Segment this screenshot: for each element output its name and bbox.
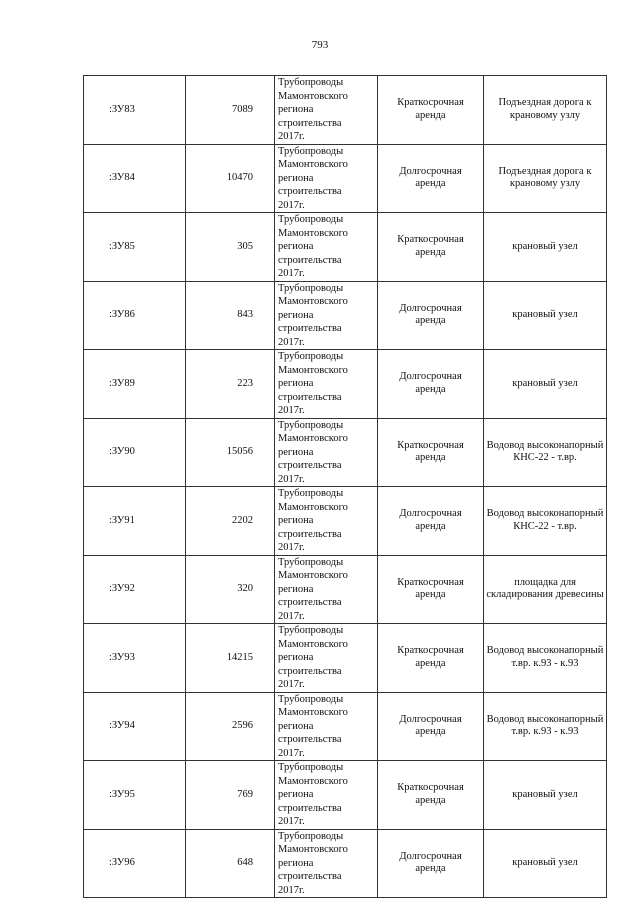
page-number: 793: [311, 39, 329, 51]
lease-line: аренда: [415, 452, 446, 464]
object-line: крановый узел: [512, 309, 578, 320]
purpose-line: 2017г.: [278, 542, 305, 553]
table-row: [84, 144, 607, 213]
lease-type-cell: [378, 350, 484, 419]
area-cell: [186, 144, 275, 213]
area-cell: [186, 624, 275, 693]
lease-type-cell: [378, 144, 484, 213]
plot-id-cell: [84, 418, 186, 487]
purpose-line: Трубопроводы: [278, 77, 344, 88]
purpose-line: региона: [278, 583, 314, 595]
purpose-line: 2017г.: [278, 405, 305, 416]
purpose-line: региона: [278, 378, 314, 389]
plot-area: 223: [237, 377, 253, 389]
purpose-cell: [275, 487, 378, 556]
plot-id-cell: [84, 76, 186, 145]
purpose-line: Мамонтовского: [278, 296, 348, 307]
lease-type-cell: [378, 555, 484, 624]
object-cell: [484, 213, 607, 282]
lease-line: Краткосрочная: [397, 439, 464, 451]
plot-area: 15056: [226, 446, 253, 457]
plot-id: :ЗУ95: [109, 788, 135, 800]
plot-id-cell: [84, 350, 186, 419]
plot-id: :ЗУ94: [109, 720, 135, 731]
table-row: [84, 829, 607, 898]
purpose-line: Трубопроводы: [278, 556, 344, 568]
purpose-line: Мамонтовского: [278, 159, 348, 170]
plot-id: :ЗУ85: [109, 240, 135, 252]
purpose-line: Мамонтовского: [278, 364, 348, 376]
table-row: [84, 555, 607, 624]
purpose-line: 2017г.: [278, 473, 305, 485]
object-line: т.вр. к.93 - к.93: [511, 726, 579, 738]
plot-id: :ЗУ83: [109, 103, 135, 115]
plot-id: :ЗУ89: [109, 377, 135, 389]
purpose-line: региона: [278, 720, 314, 732]
lease-line: аренда: [415, 863, 446, 875]
plot-id-cell: [84, 692, 186, 761]
lease-line: Краткосрочная: [397, 645, 464, 657]
object-line: т.вр. к.93 - к.93: [511, 657, 579, 669]
purpose-line: Трубопроводы: [278, 351, 344, 362]
lease-line: Краткосрочная: [397, 97, 464, 109]
purpose-cell: [275, 761, 378, 830]
object-line: крановый узел: [512, 788, 578, 800]
purpose-line: строительства: [278, 254, 342, 266]
table-row: [84, 213, 607, 282]
purpose-line: региона: [278, 446, 314, 458]
purpose-line: строительства: [278, 871, 342, 882]
area-cell: [186, 692, 275, 761]
object-line: крановому узлу: [509, 178, 581, 190]
purpose-line: Трубопроводы: [278, 488, 344, 499]
purpose-line: Трубопроводы: [278, 419, 344, 431]
lease-line: Долгосрочная: [399, 371, 462, 383]
purpose-line: Мамонтовского: [278, 570, 348, 581]
purpose-line: Трубопроводы: [278, 214, 344, 225]
purpose-line: региона: [278, 789, 314, 800]
lease-line: Краткосрочная: [397, 234, 464, 246]
lease-type-cell: [378, 624, 484, 693]
purpose-line: Мамонтовского: [278, 433, 348, 444]
purpose-line: Мамонтовского: [278, 227, 348, 239]
purpose-line: 2017г.: [278, 610, 305, 622]
purpose-cell: [275, 555, 378, 624]
plot-id-cell: [84, 624, 186, 693]
purpose-line: Мамонтовского: [278, 638, 348, 650]
table-row: [84, 281, 607, 350]
purpose-cell: [275, 350, 378, 419]
object-cell: [484, 281, 607, 350]
plot-id: :ЗУ92: [109, 583, 135, 594]
plot-area: 7089: [232, 103, 253, 115]
purpose-line: Трубопроводы: [278, 145, 344, 157]
lease-line: аренда: [415, 794, 446, 806]
table-row: [84, 418, 607, 487]
table-body: [84, 76, 607, 898]
purpose-line: региона: [278, 309, 314, 321]
plot-id: :ЗУ93: [109, 651, 135, 663]
purpose-line: строительства: [278, 460, 342, 471]
plot-id: :ЗУ90: [109, 446, 135, 457]
plot-id-cell: [84, 555, 186, 624]
lease-line: аренда: [415, 315, 446, 327]
object-line: крановый узел: [512, 857, 578, 868]
purpose-line: строительства: [278, 802, 342, 814]
purpose-line: строительства: [278, 117, 342, 129]
purpose-cell: [275, 418, 378, 487]
purpose-line: Мамонтовского: [278, 707, 348, 718]
table-row: [84, 692, 607, 761]
purpose-cell: [275, 829, 378, 898]
purpose-line: 2017г.: [278, 336, 305, 348]
object-line: Подъездная дорога к: [498, 97, 592, 109]
lease-line: Долгосрочная: [399, 302, 462, 314]
object-cell: [484, 624, 607, 693]
plot-area: 14215: [226, 651, 253, 663]
area-cell: [186, 761, 275, 830]
lease-line: аренда: [415, 246, 446, 258]
purpose-line: Трубопроводы: [278, 762, 344, 773]
object-cell: [484, 418, 607, 487]
purpose-line: Трубопроводы: [278, 830, 344, 842]
object-line: Водовод высоконапорный: [486, 713, 604, 725]
object-cell: [484, 487, 607, 556]
purpose-line: региона: [278, 104, 314, 115]
lease-line: аренда: [415, 657, 446, 669]
table-row: [84, 487, 607, 556]
purpose-line: строительства: [278, 528, 342, 540]
object-cell: [484, 692, 607, 761]
plot-area: 305: [237, 240, 253, 252]
object-line: крановый узел: [512, 240, 578, 252]
lease-line: Долгосрочная: [399, 850, 462, 862]
lease-type-cell: [378, 281, 484, 350]
area-cell: [186, 555, 275, 624]
object-line: крановый узел: [512, 377, 578, 389]
purpose-line: региона: [278, 857, 314, 869]
purpose-line: Трубопроводы: [278, 625, 344, 636]
lease-type-cell: [378, 829, 484, 898]
table-row: [84, 761, 607, 830]
lease-line: аренда: [415, 109, 446, 121]
plot-id-cell: [84, 761, 186, 830]
object-line: КНС-22 - т.вр.: [513, 452, 577, 464]
plot-area: 843: [237, 309, 253, 320]
purpose-cell: [275, 281, 378, 350]
purpose-line: Трубопроводы: [278, 282, 344, 294]
lease-type-cell: [378, 418, 484, 487]
lease-line: Долгосрочная: [399, 713, 462, 725]
purpose-line: строительства: [278, 186, 342, 197]
lease-line: аренда: [415, 589, 446, 601]
object-cell: [484, 350, 607, 419]
object-cell: [484, 144, 607, 213]
lease-line: аренда: [415, 178, 446, 190]
purpose-line: 2017г.: [278, 816, 305, 827]
purpose-line: региона: [278, 515, 314, 526]
plot-area: 769: [237, 788, 253, 800]
area-cell: [186, 281, 275, 350]
purpose-line: Мамонтовского: [278, 90, 348, 102]
purpose-cell: [275, 692, 378, 761]
purpose-line: 2017г.: [278, 747, 305, 759]
lease-line: Краткосрочная: [397, 576, 464, 588]
purpose-line: 2017г.: [278, 884, 305, 896]
lease-line: аренда: [415, 520, 446, 532]
lease-type-cell: [378, 761, 484, 830]
purpose-line: строительства: [278, 665, 342, 677]
lease-line: аренда: [415, 383, 446, 395]
purpose-line: строительства: [278, 391, 342, 403]
plot-id-cell: [84, 829, 186, 898]
purpose-line: строительства: [278, 597, 342, 608]
table-row: [84, 350, 607, 419]
object-line: Подъездная дорога к: [498, 165, 592, 177]
object-cell: [484, 829, 607, 898]
purpose-line: Мамонтовского: [278, 844, 348, 855]
object-line: крановому узлу: [509, 109, 581, 121]
lease-type-cell: [378, 213, 484, 282]
lease-line: аренда: [415, 726, 446, 738]
purpose-line: 2017г.: [278, 199, 305, 211]
plot-id: :ЗУ91: [109, 514, 135, 526]
purpose-cell: [275, 624, 378, 693]
lease-type-cell: [378, 692, 484, 761]
object-line: площадка для: [514, 576, 576, 588]
lease-line: Долгосрочная: [399, 165, 462, 177]
purpose-cell: [275, 144, 378, 213]
object-cell: [484, 555, 607, 624]
purpose-line: строительства: [278, 323, 342, 334]
purpose-line: Мамонтовского: [278, 501, 348, 513]
purpose-cell: [275, 213, 378, 282]
object-line: Водовод высоконапорный: [486, 439, 604, 451]
plot-id-cell: [84, 213, 186, 282]
plot-id: :ЗУ84: [109, 172, 135, 183]
purpose-line: 2017г.: [278, 268, 305, 279]
purpose-line: региона: [278, 172, 314, 184]
land-plots-table: [83, 75, 607, 898]
lease-type-cell: [378, 487, 484, 556]
plot-area: 10470: [226, 172, 253, 183]
plot-area: 2202: [232, 514, 253, 526]
table-row: [84, 76, 607, 145]
purpose-line: Мамонтовского: [278, 775, 348, 787]
plot-area: 320: [237, 583, 253, 594]
area-cell: [186, 76, 275, 145]
plot-id: :ЗУ96: [109, 857, 135, 868]
plot-id-cell: [84, 281, 186, 350]
table-row: [84, 624, 607, 693]
object-line: КНС-22 - т.вр.: [513, 520, 577, 532]
lease-line: Долгосрочная: [399, 508, 462, 520]
object-line: складирования древесины: [486, 589, 604, 601]
plot-id: :ЗУ86: [109, 309, 135, 320]
purpose-line: региона: [278, 241, 314, 252]
plot-id-cell: [84, 487, 186, 556]
purpose-line: 2017г.: [278, 679, 305, 690]
lease-type-cell: [378, 76, 484, 145]
object-line: Водовод высоконапорный: [486, 645, 604, 657]
area-cell: [186, 350, 275, 419]
purpose-line: строительства: [278, 734, 342, 745]
lease-line: Краткосрочная: [397, 782, 464, 794]
plot-area: 2596: [232, 720, 253, 731]
object-cell: [484, 76, 607, 145]
object-line: Водовод высоконапорный: [486, 508, 604, 520]
purpose-line: 2017г.: [278, 131, 305, 142]
purpose-cell: [275, 76, 378, 145]
area-cell: [186, 213, 275, 282]
purpose-line: Трубопроводы: [278, 693, 344, 705]
plot-id-cell: [84, 144, 186, 213]
area-cell: [186, 418, 275, 487]
object-cell: [484, 761, 607, 830]
area-cell: [186, 829, 275, 898]
plot-area: 648: [237, 857, 253, 868]
area-cell: [186, 487, 275, 556]
purpose-line: региона: [278, 652, 314, 663]
